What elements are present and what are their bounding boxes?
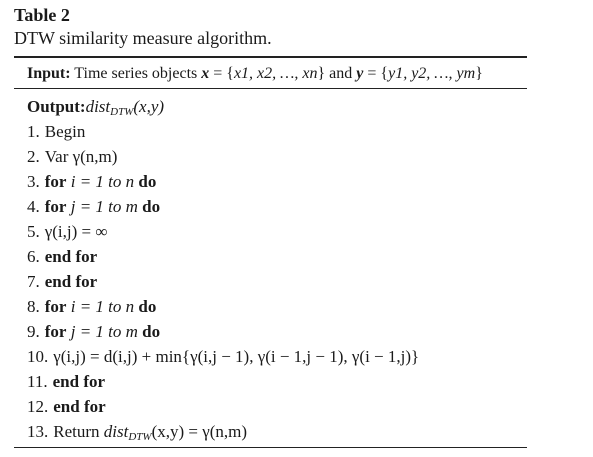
input-eq1: = {: [209, 65, 234, 82]
step-keyword-do: do: [142, 322, 161, 341]
input-eq2: = {: [363, 65, 389, 82]
step-text: γ(i,j) = ∞: [44, 222, 108, 241]
step-tail: (x,y) = γ(n,m): [151, 422, 248, 441]
step-text: γ(i,j) = d(i,j) + min{γ(i,j − 1), γ(i − 1,j − 1), γ(i − 1,j)}: [53, 347, 420, 366]
step-number: 10.: [27, 347, 49, 366]
input-y-var: y: [356, 65, 364, 82]
step-keyword: end for: [52, 372, 106, 391]
step-keyword: end for: [44, 247, 98, 266]
input-y-elems: y1, y2, …, ym: [388, 65, 476, 82]
step-keyword: for: [44, 172, 67, 191]
algorithm-steps: [27, 119, 419, 444]
step-keyword: for: [44, 297, 67, 316]
step-number: 3.: [27, 172, 40, 191]
step-keyword: end for: [53, 397, 106, 416]
algorithm-step: [27, 219, 419, 244]
algorithm-step: [27, 169, 419, 194]
table-top-rule: [14, 56, 527, 58]
step-range: i = 1 to n: [70, 172, 135, 191]
step-number: 13.: [27, 422, 49, 441]
step-number: 6.: [27, 247, 40, 266]
output-sub: DTW: [110, 106, 134, 118]
output-fn: dist: [85, 97, 111, 116]
algorithm-step: [27, 119, 419, 144]
step-number: 2.: [27, 147, 40, 166]
input-text: Time series objects: [74, 65, 198, 82]
algorithm-step: [27, 194, 419, 219]
step-number: 4.: [27, 197, 40, 216]
step-number: 1.: [27, 122, 40, 141]
table-bottom-rule: [14, 447, 527, 448]
step-keyword: end for: [44, 272, 98, 291]
output-label: Output:: [27, 97, 86, 116]
input-x-var: x: [201, 65, 210, 82]
step-range: i = 1 to n: [70, 297, 135, 316]
algorithm-step: [27, 319, 419, 344]
step-number: 8.: [27, 297, 40, 316]
table-label: Table 2: [14, 5, 70, 25]
input-x-elems: x1, x2, …, xn: [233, 65, 318, 82]
step-fn: dist: [103, 422, 129, 441]
step-keyword-do: do: [142, 197, 161, 216]
step-keyword-do: do: [138, 297, 157, 316]
input-label: Input:: [27, 65, 71, 82]
input-close2: }: [475, 65, 483, 82]
step-range: j = 1 to m: [70, 322, 138, 341]
input-close1: }: [317, 65, 326, 82]
output-args: (x,y): [133, 97, 165, 116]
algorithm-step: [27, 394, 419, 419]
table-title: DTW similarity measure algorithm.: [14, 28, 272, 48]
algorithm-step: [27, 294, 419, 319]
step-keyword-do: do: [138, 172, 157, 191]
step-number: 9.: [27, 322, 40, 341]
table-caption: [14, 4, 272, 50]
algorithm-step: [27, 144, 419, 169]
step-fn-sub: DTW: [128, 431, 152, 443]
algorithm-step: [27, 244, 419, 269]
input-row: [27, 63, 483, 85]
step-number: 11.: [27, 372, 48, 391]
step-text: Var γ(n,m): [44, 147, 118, 166]
step-range: j = 1 to m: [70, 197, 138, 216]
step-keyword: for: [44, 197, 67, 216]
step-keyword: for: [44, 322, 67, 341]
algorithm-step: [27, 369, 419, 394]
algorithm-step: [27, 269, 419, 294]
header-rule: [14, 88, 527, 89]
input-and: and: [329, 65, 353, 82]
algorithm-step: [27, 344, 419, 369]
step-text: Return: [53, 422, 104, 441]
step-number: 12.: [27, 397, 49, 416]
step-text: Begin: [44, 122, 86, 141]
step-number: 5.: [27, 222, 40, 241]
step-number: 7.: [27, 272, 40, 291]
algorithm-step: [27, 419, 419, 444]
